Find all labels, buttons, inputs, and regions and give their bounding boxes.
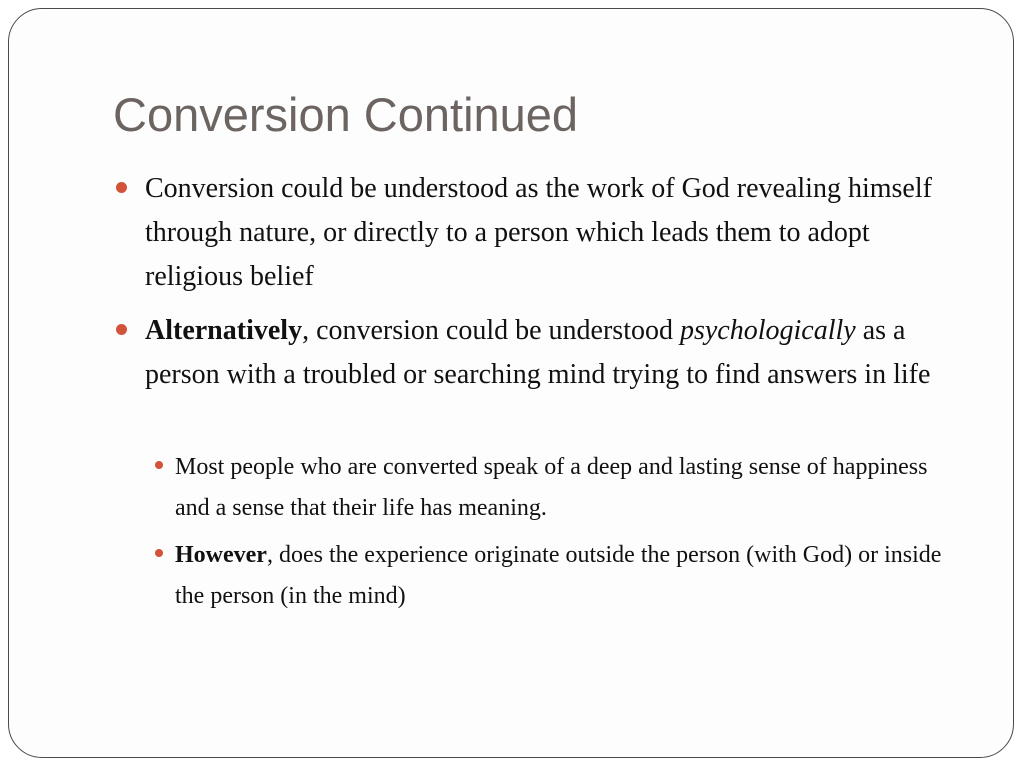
bullet-2-text-part-2: as a person with a troubled or searching mind trying to find answers in life [145, 315, 931, 390]
bullet-2-text-part-1: , conversion could be understood [302, 315, 680, 346]
sub-bullet-2-text: , does the experience originate outside the person (with God) or inside the person (in the mind) [175, 542, 942, 609]
sub-bullet-marker [155, 549, 163, 557]
sub-bullet-2 [175, 535, 945, 617]
bullet-2 [145, 309, 960, 397]
sub-bullet-1-text: Most people who are converted speak of a deep and lasting sense of happiness and a sense that their life has meaning. [175, 454, 928, 521]
bullet-marker [116, 182, 127, 193]
sub-bullet-2-bold-lead: However [175, 542, 267, 568]
sub-bullet-1 [175, 447, 945, 529]
sub-bullet-marker [155, 461, 163, 469]
bullet-1 [145, 167, 960, 299]
bullet-marker [116, 324, 127, 335]
bullet-1-text: Conversion could be understood as the work of God revealing himself through nature, or directly to a person which leads them to adopt religious belief [145, 173, 932, 292]
bullet-2-italic-word: psychologically [679, 315, 856, 346]
slide-title: Conversion Continued [113, 88, 579, 141]
bullet-2-bold-lead: Alternatively [145, 315, 303, 346]
